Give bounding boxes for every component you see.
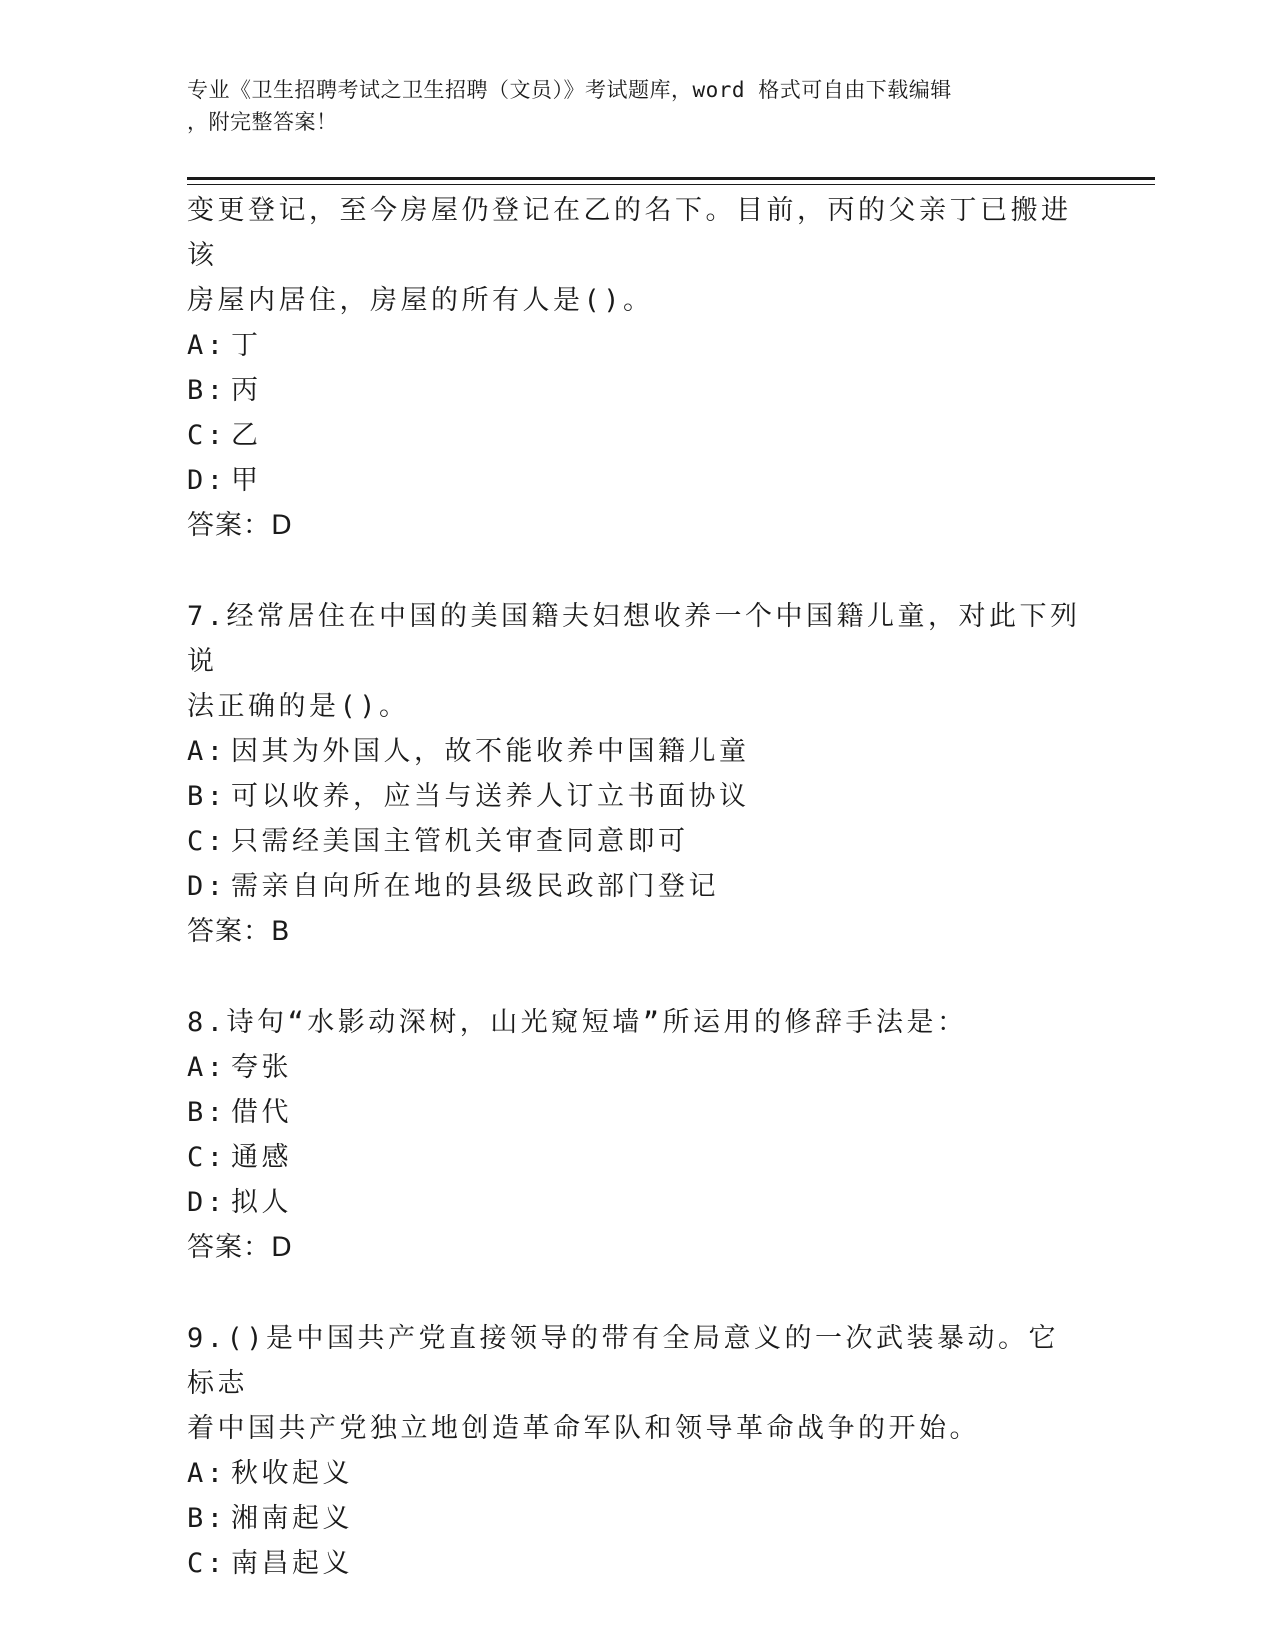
option-letter: C: [187,1548,227,1579]
question-text-line: 法正确的是()。 [187,691,410,722]
option-a [187,729,1087,774]
question-list [187,188,1087,1586]
option-b [187,774,1087,819]
option-text: 乙 [231,420,262,451]
header-divider-thin [187,184,1155,185]
answer-line: 答案：B [187,916,291,947]
option-text: 拟人 [231,1187,292,1218]
option-text: 只需经美国主管机关审查同意即可 [231,826,689,857]
document-header [187,74,1067,138]
option-d [187,1180,1087,1225]
option-letter: B: [187,375,227,406]
option-letter: D: [187,871,227,902]
option-text: 需亲自向所在地的县级民政部门登记 [231,871,719,902]
option-d [187,864,1087,909]
spacer [187,548,1087,594]
question-9 [187,1316,1087,1586]
option-text: 秋收起义 [231,1458,353,1489]
option-letter: B: [187,1503,227,1534]
question-text-line: 8.诗句“水影动深树，山光窥短墙”所运用的修辞手法是： [187,1007,968,1038]
option-letter: C: [187,826,227,857]
question-7 [187,594,1087,954]
option-c [187,1135,1087,1180]
option-letter: A: [187,736,227,767]
option-a [187,1451,1087,1496]
option-a [187,323,1087,368]
option-text: 夸张 [231,1052,292,1083]
option-letter: A: [187,1052,227,1083]
question-continued [187,188,1087,548]
option-c [187,413,1087,458]
option-text: 丁 [231,330,262,361]
answer-line: 答案：D [187,510,293,541]
option-letter: A: [187,1458,227,1489]
option-b [187,1090,1087,1135]
option-letter: C: [187,420,227,451]
option-letter: A: [187,330,227,361]
option-text: 通感 [231,1142,292,1173]
option-c [187,819,1087,864]
option-text: 因其为外国人，故不能收养中国籍儿童 [231,736,750,767]
option-b [187,368,1087,413]
spacer [187,1270,1087,1316]
option-b [187,1496,1087,1541]
option-letter: D: [187,1187,227,1218]
header-line-1: 专业《卫生招聘考试之卫生招聘（文员）》考试题库，word 格式可自由下载编辑 [187,78,952,102]
option-c [187,1541,1087,1586]
option-text: 可以收养，应当与送养人订立书面协议 [231,781,750,812]
option-letter: C: [187,1142,227,1173]
question-text-line: 7.经常居住在中国的美国籍夫妇想收养一个中国籍儿童，对此下列说 [187,601,1081,677]
question-text-line: 房屋内居住，房屋的所有人是()。 [187,285,654,316]
question-text-line: 着中国共产党独立地创造革命军队和领导革命战争的开始。 [187,1413,980,1444]
option-letter: D: [187,465,227,496]
option-text: 甲 [231,465,262,496]
answer-line: 答案：D [187,1232,293,1263]
question-text-line: 9.()是中国共产党直接领导的带有全局意义的一次武装暴动。它标志 [187,1323,1060,1399]
option-text: 借代 [231,1097,292,1128]
option-text: 南昌起义 [231,1548,353,1579]
option-letter: B: [187,781,227,812]
option-letter: B: [187,1097,227,1128]
header-divider-thick [187,177,1155,180]
spacer [187,954,1087,1000]
option-d [187,458,1087,503]
question-text-line: 变更登记，至今房屋仍登记在乙的名下。目前，丙的父亲丁已搬进该 [187,195,1072,271]
option-a [187,1045,1087,1090]
option-text: 丙 [231,375,262,406]
option-text: 湘南起义 [231,1503,353,1534]
header-line-2: ，附完整答案！ [187,110,338,134]
question-8 [187,1000,1087,1270]
